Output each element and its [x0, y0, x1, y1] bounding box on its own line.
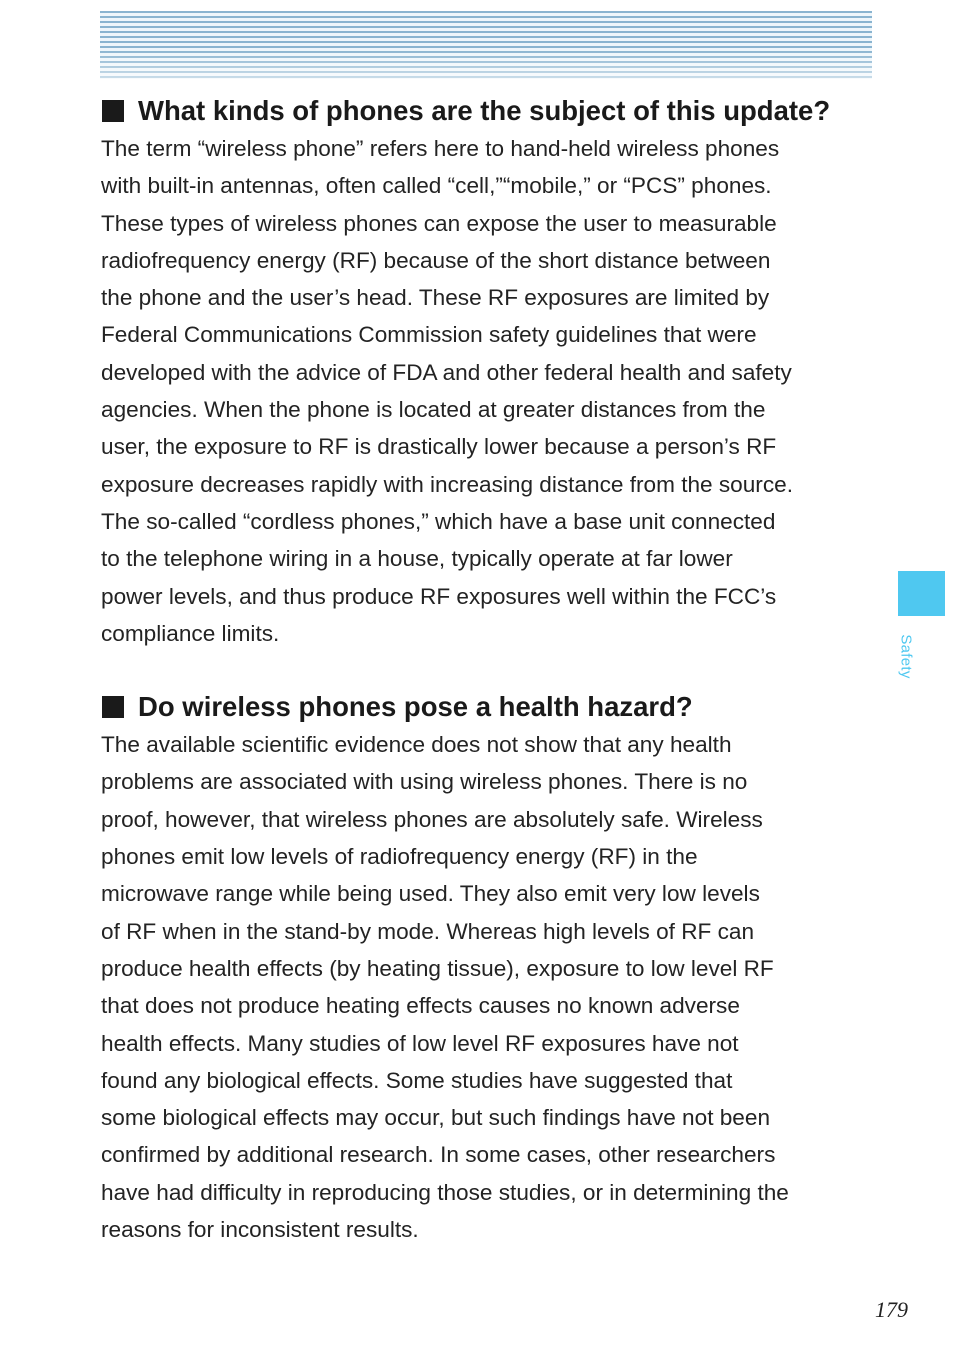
section-body: The term “wireless phone” refers here to hand-held wireless phones with built-in antennas, often called “cell,”“mobile,” or “PCS” phones. These types of wireless phones can expose the user to measurable radiofrequency energy (RF) because of the short distance between the phone and the user’s head. These RF exposures are limited by Federal Communications Commission safety guidelines that were developed with the advice of FDA and other federal health and safety agencies. When the phone is located at greater distances from the user, the exposure to RF is drastically lower because a person’s RF exposure decreases rapidly with increasing distance from the source. The so-called “cordless phones,” which have a base unit connected to the telephone wiring in a house, typically operate at far lower power levels, and thus produce RF exposures well within the FCC’s compliance limits. [101, 136, 793, 646]
section-heading-text: Do wireless phones pose a health hazard? [138, 691, 693, 723]
section-heading-text: What kinds of phones are the subject of this update? [138, 95, 831, 126]
heading-square-bullet [102, 100, 124, 122]
chapter-tab-marker [898, 571, 945, 616]
section-health-hazard [101, 688, 871, 1248]
section-body: The available scientific evidence does not show that any health problems are associated with using wireless phones. There is no proof, however, that wireless phones are absolutely safe. Wireless phones emit low levels of radiofrequency energy (RF) in the microwave range while being used. They also emit very low levels of RF when in the stand-by mode. Whereas high levels of RF can produce health effects (by heating tissue), exposure to low level RF that does not produce heating effects causes no known adverse health effects. Many studies of low level RF exposures have not found any biological effects. Some studies have suggested that some biological effects may occur, but such findings have not been confirmed by additional research. In some cases, other researchers have had difficulty in reproducing those studies, or in determining the reasons for inconsistent results. [101, 732, 789, 1243]
section-phones-subject [101, 92, 871, 652]
heading-square-bullet [102, 696, 124, 718]
page-content [101, 92, 871, 1248]
page-number: 179 [875, 1297, 908, 1322]
header-decorative-band [100, 11, 872, 79]
chapter-tab-label [884, 631, 928, 681]
chapter-tab-label-text: Safety [897, 633, 915, 679]
section-heading [101, 92, 871, 130]
section-heading [101, 688, 871, 726]
